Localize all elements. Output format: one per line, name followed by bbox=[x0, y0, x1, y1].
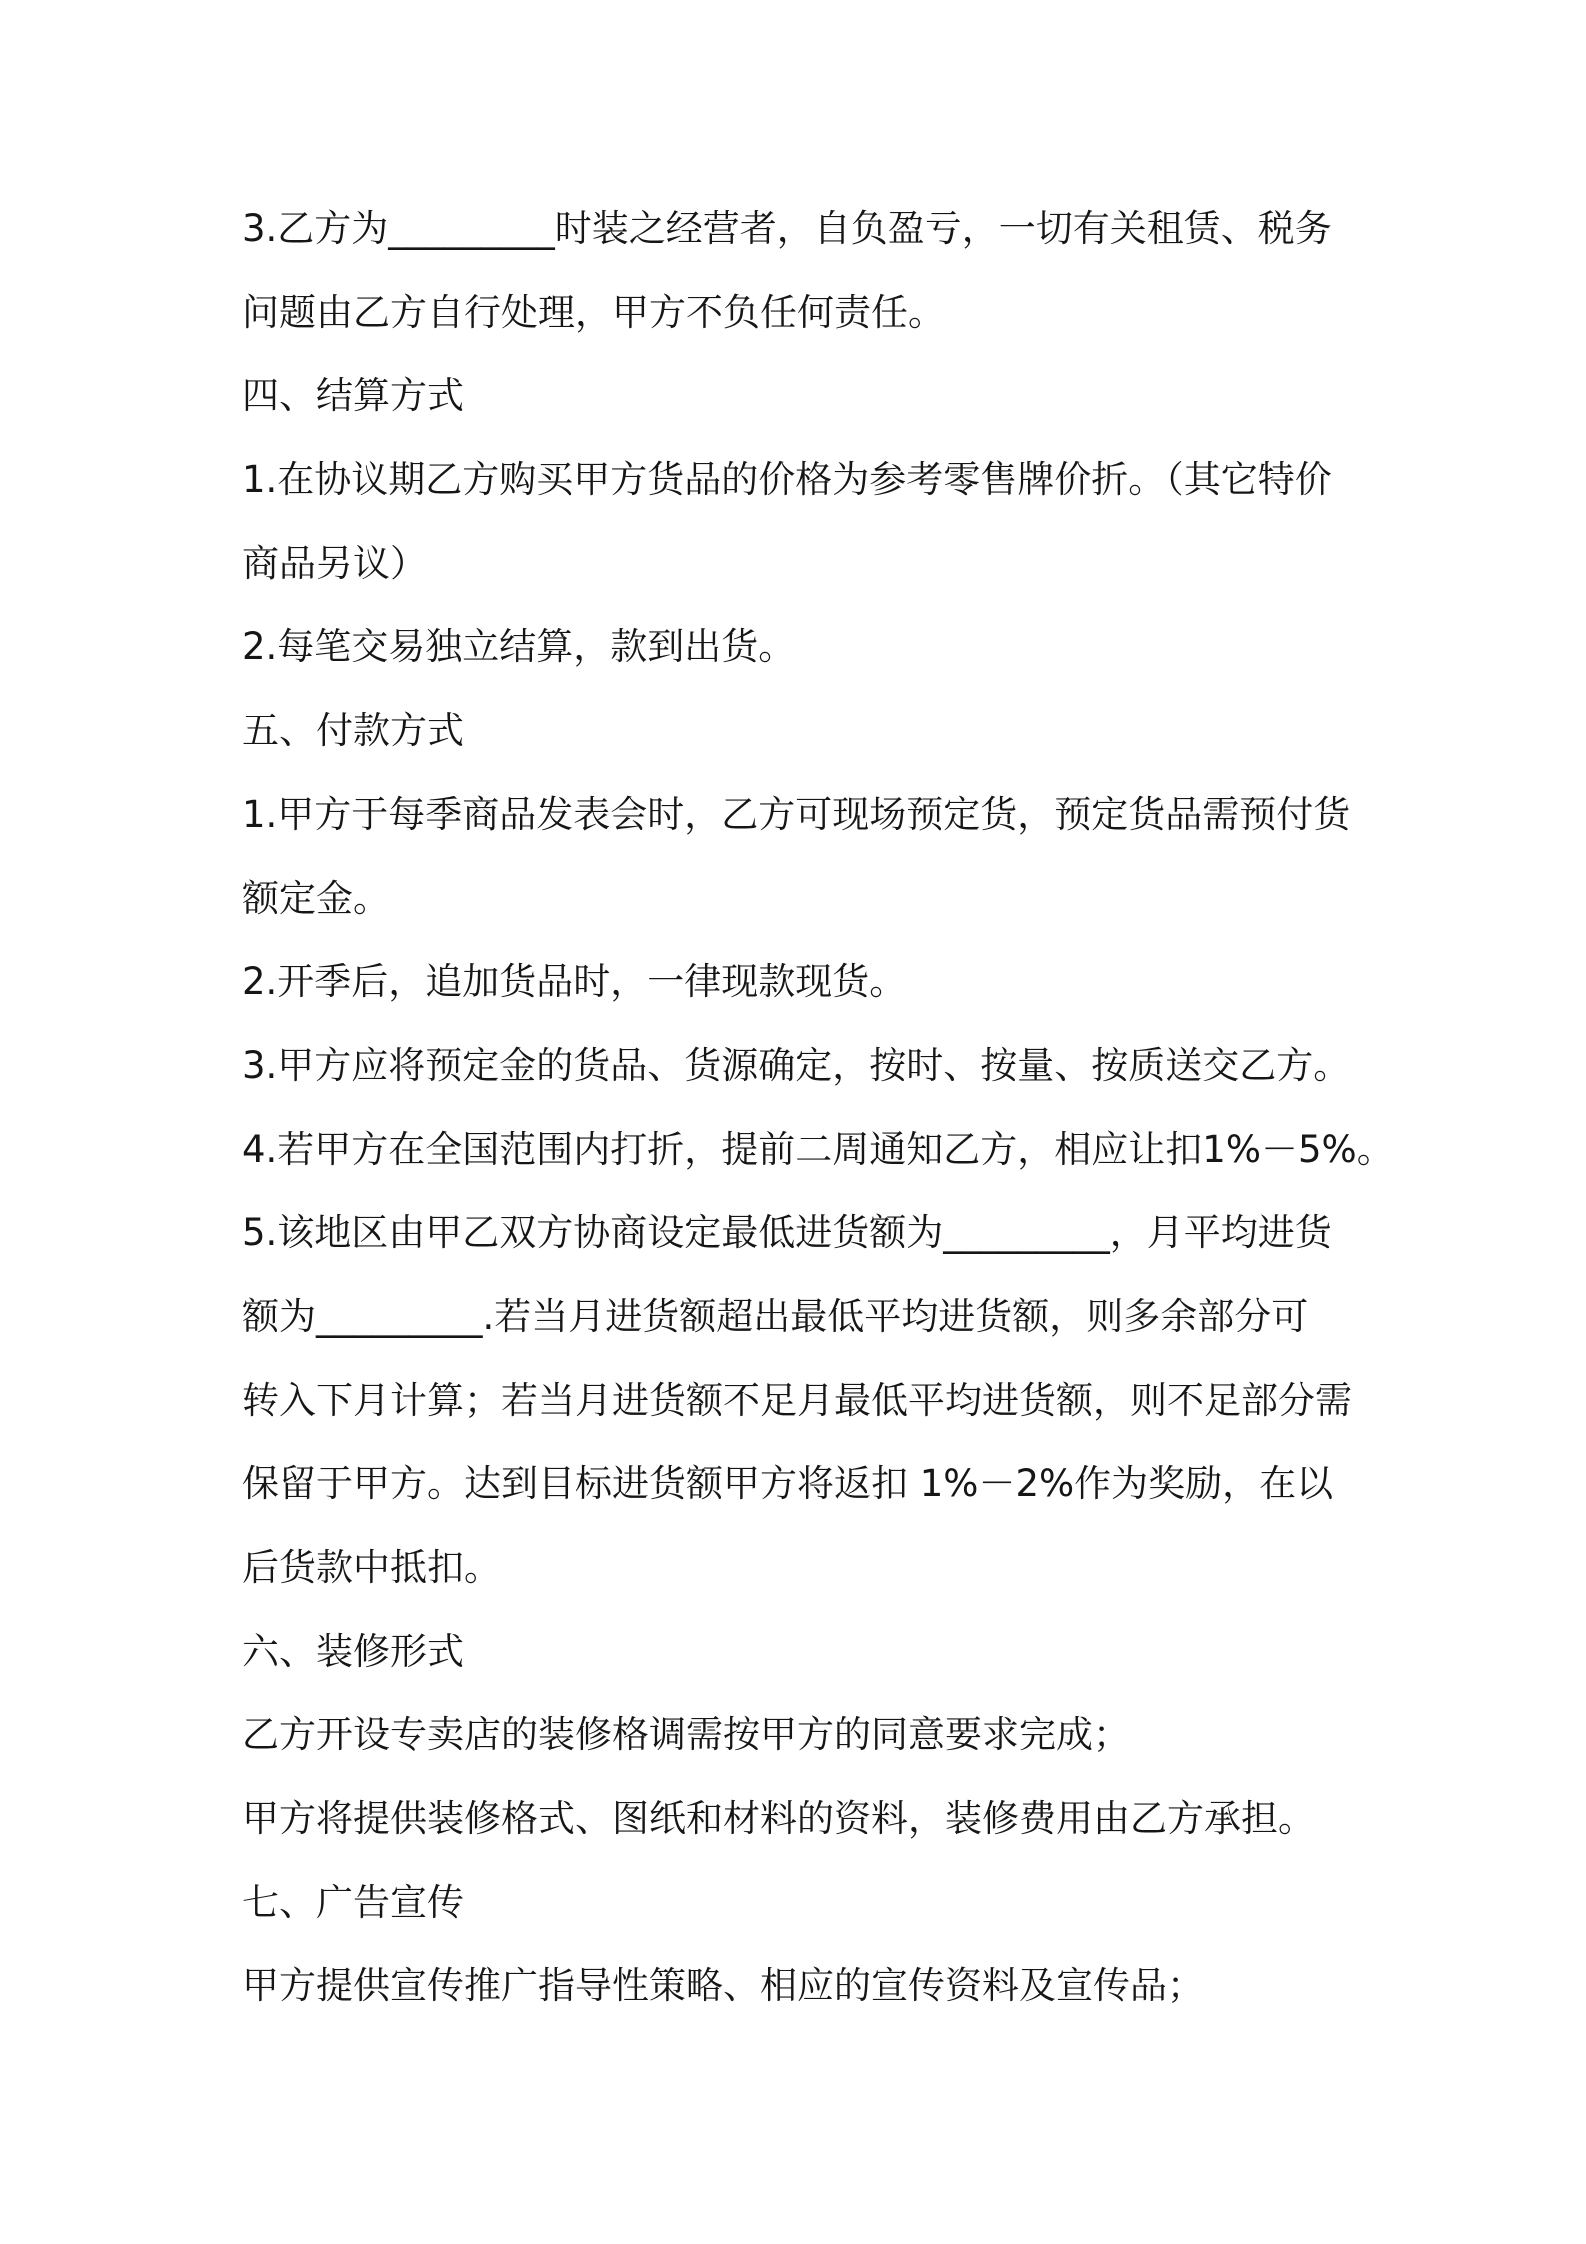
text-line: 后货款中抵扣。 bbox=[242, 1546, 501, 1589]
text-line: 问题由乙方自行处理，甲方不负任何责任。 bbox=[242, 290, 945, 334]
text-line: 转入下月计算；若当月进货额不足月最低平均进货额，则不足部分需 bbox=[242, 1378, 1352, 1422]
text-line: 额为_________.若当月进货额超出最低平均进货额，则多余部分可 bbox=[242, 1294, 1309, 1338]
text-line: 甲方提供宣传推广指导性策略、相应的宣传资料及宣传品； bbox=[242, 1964, 1204, 2008]
text-line: 3.乙方为_________时装之经营者，自负盈亏，一切有关租赁、税务 bbox=[242, 207, 1332, 250]
section-heading: 六、装修形式 bbox=[242, 1629, 464, 1673]
text-line: 1.甲方于每季商品发表会时，乙方可现场预定货，预定货品需预付货 bbox=[242, 792, 1351, 836]
text-line: 商品另议） bbox=[242, 541, 427, 585]
text-line: 甲方将提供装修格式、图纸和材料的资料，装修费用由乙方承担。 bbox=[242, 1797, 1315, 1841]
text-line: 2.开季后，追加货品时，一律现款现货。 bbox=[242, 960, 907, 1004]
text-line: 保留于甲方。达到目标进货额甲方将返扣 1%－2%作为奖励，在以 bbox=[242, 1462, 1334, 1506]
section-heading: 四、结算方式 bbox=[242, 374, 464, 418]
text-line: 5.该地区由甲乙双方协商设定最低进货额为_________，月平均进货 bbox=[242, 1211, 1332, 1255]
text-line: 乙方开设专卖店的装修格调需按甲方的同意要求完成； bbox=[242, 1713, 1130, 1757]
text-line: 2.每笔交易独立结算，款到出货。 bbox=[242, 625, 796, 669]
section-heading: 五、付款方式 bbox=[242, 709, 464, 753]
document-body bbox=[242, 197, 1394, 2038]
text-line: 3.甲方应将预定金的货品、货源确定，按时、按量、按质送交乙方。 bbox=[242, 1043, 1351, 1087]
section-heading: 七、广告宣传 bbox=[242, 1880, 464, 1924]
text-line: 4.若甲方在全国范围内打折，提前二周通知乙方，相应让扣1%－5%。 bbox=[242, 1127, 1394, 1171]
text-line: 1.在协议期乙方购买甲方货品的价格为参考零售牌价折。（其它特价 bbox=[242, 458, 1332, 502]
text-line: 额定金。 bbox=[242, 876, 390, 920]
